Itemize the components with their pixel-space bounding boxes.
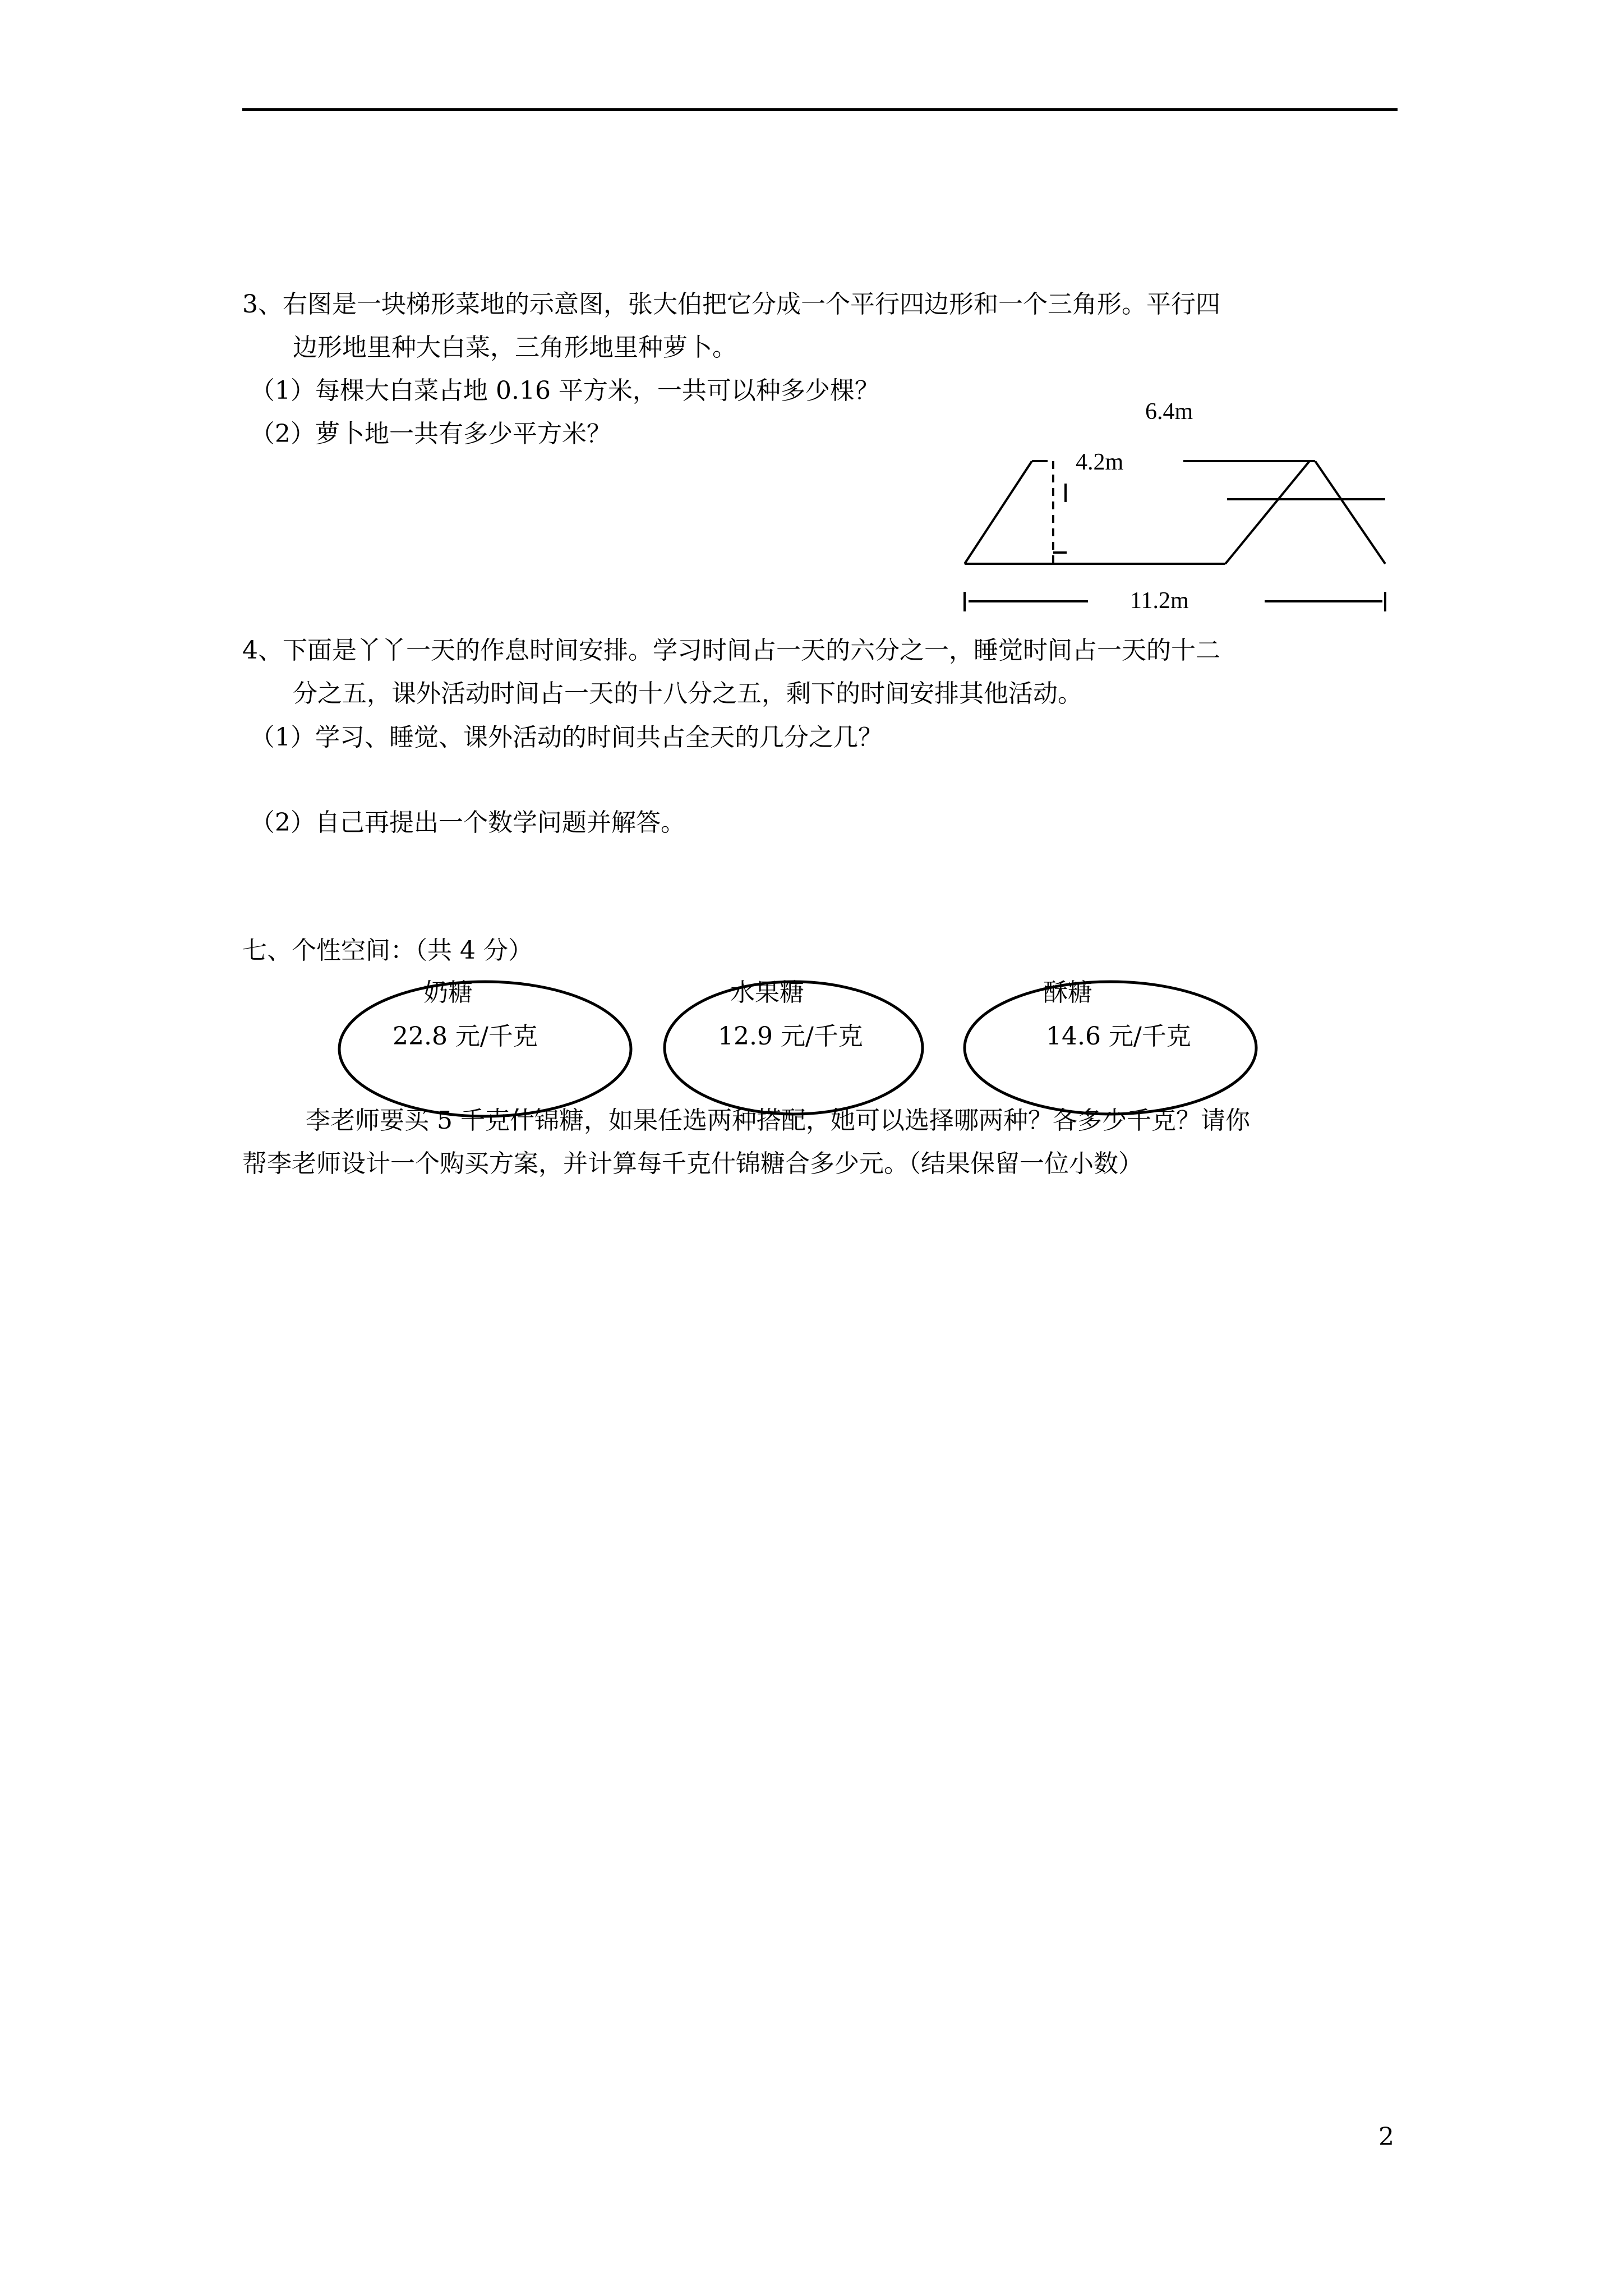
candy-2-name: 水果糖 (730, 978, 804, 1007)
section7-para1: 李老师要买 5 千克什锦糖，如果任选两种搭配，她可以选择哪两种？各多少千克？请你 (306, 1106, 1250, 1135)
candy-3-name: 酥糖 (1043, 978, 1092, 1007)
header-rule (242, 108, 1398, 111)
section7-para2: 帮李老师设计一个购买方案，并计算每千克什锦糖合多少元。（结果保留一位小数） (242, 1149, 1143, 1178)
q3-sub1: （1）每棵大白菜占地 0.16 平方米，一共可以种多少棵？ (250, 376, 879, 405)
candy-2-price: 12.9 元/千克 (718, 1022, 863, 1051)
section7-title: 七、个性空间：（共 4 分） (242, 936, 533, 965)
height-label: 4.2m (1076, 449, 1124, 475)
q4-line2: 分之五，课外活动时间占一天的十八分之五，剩下的时间安排其他活动。 (293, 679, 1082, 708)
parallelogram-right-edge (1225, 461, 1310, 564)
page-number: 2 (1378, 2123, 1394, 2151)
q4-sub2: （2）自己再提出一个数学问题并解答。 (250, 808, 685, 837)
q3-line2: 边形地里种大白菜，三角形地里种萝卜。 (293, 333, 737, 362)
left-edge (965, 461, 1032, 564)
candy-1-price: 22.8 元/千克 (393, 1022, 538, 1051)
triangle-right-edge (1315, 461, 1385, 564)
q3-line1: 3、右图是一块梯形菜地的示意图，张大伯把它分成一个平行四边形和一个三角形。平行四 (242, 290, 1220, 319)
q4-sub1: （1）学习、睡觉、课外活动的时间共占全天的几分之几？ (250, 723, 883, 752)
bottom-length-label: 11.2m (1130, 588, 1189, 614)
candy-1-name: 奶糖 (423, 978, 473, 1007)
q3-sub2: （2）萝卜地一共有多少平方米？ (250, 420, 611, 448)
top-length-label: 6.4m (1145, 399, 1193, 425)
q4-line1: 4、下面是丫丫一天的作息时间安排。学习时间占一天的六分之一，睡觉时间占一天的十二 (242, 636, 1220, 665)
candy-3-price: 14.6 元/千克 (1046, 1022, 1191, 1051)
